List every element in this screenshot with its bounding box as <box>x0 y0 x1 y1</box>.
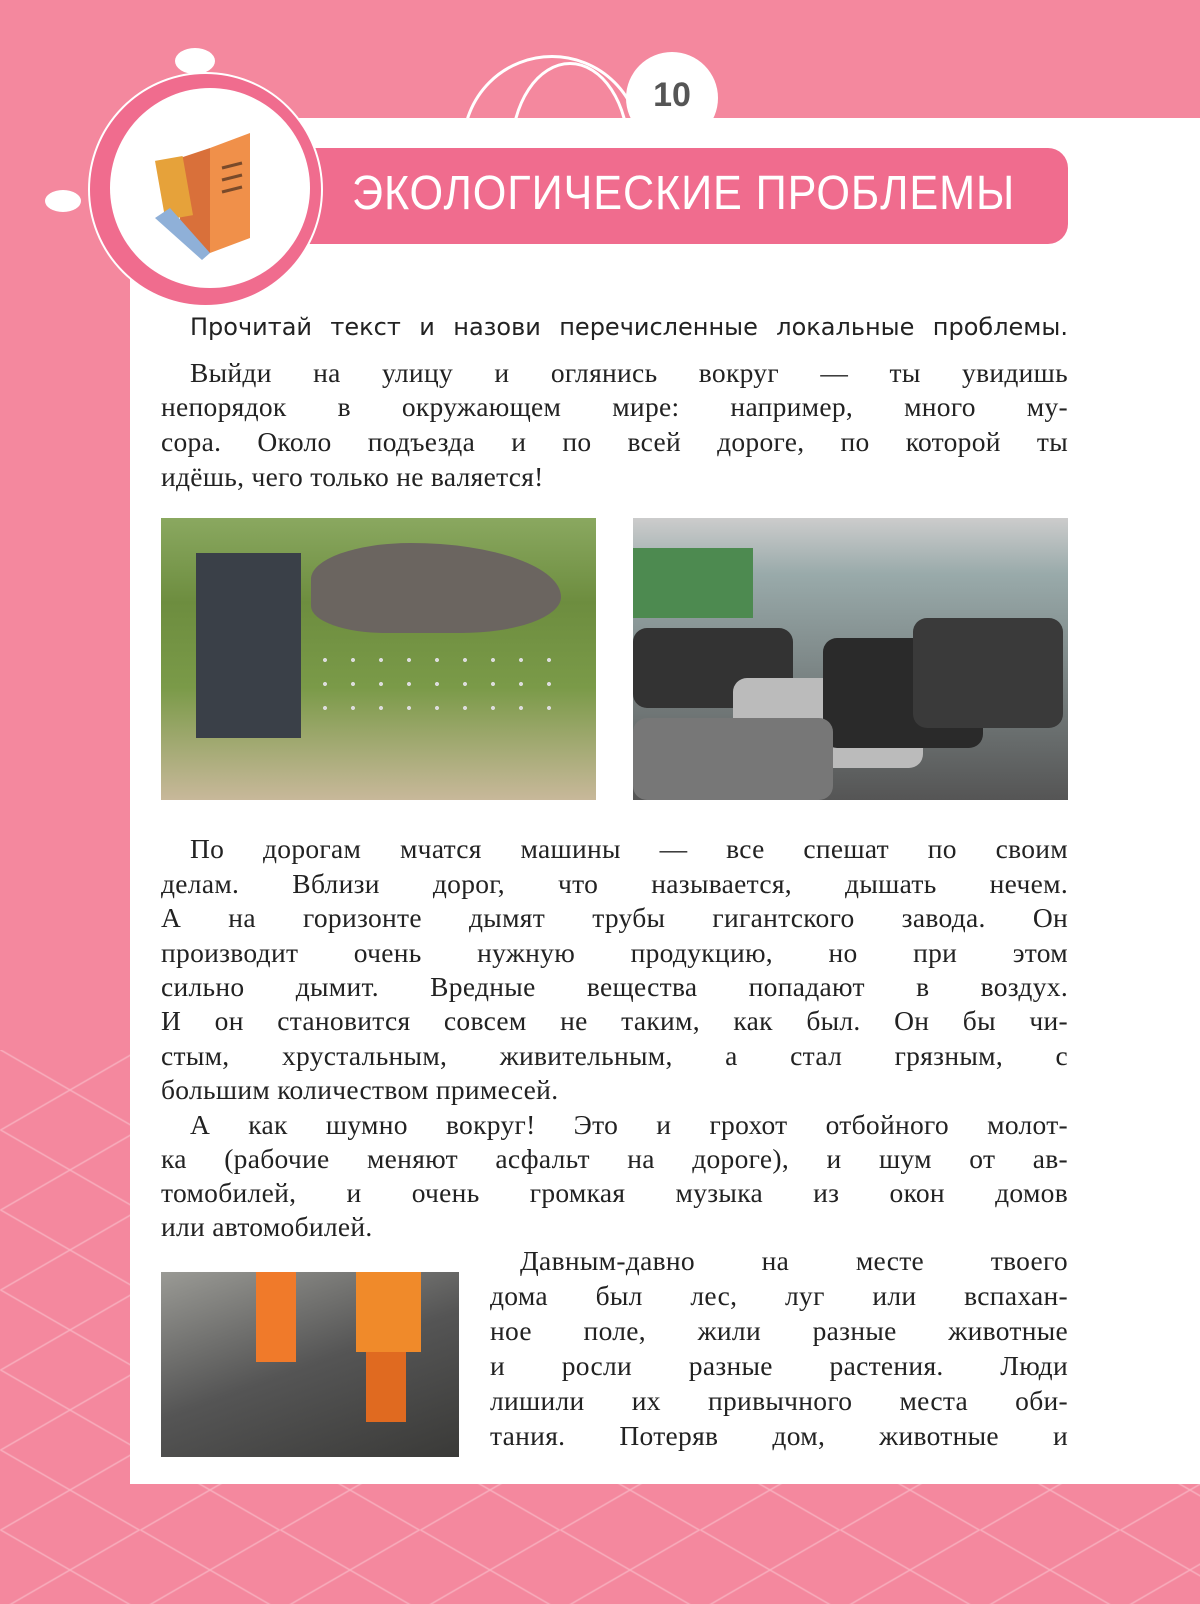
text-line: стым, хрустальным, живительным, а стал грязным, с <box>161 1040 1068 1071</box>
text-line: ное поле, жили разные животные <box>490 1315 1068 1346</box>
text-line: большим количеством примесей. <box>161 1074 559 1105</box>
text-line: А как шумно вокруг! Это и грохот отбойного молот- <box>190 1109 1068 1140</box>
text-line: По дорогам мчатся машины — все спешат по своим <box>190 833 1068 864</box>
text-line: дома был лес, луг или вспахан- <box>490 1280 1068 1311</box>
factory-icon <box>110 88 310 288</box>
cloud-decoration <box>175 48 215 74</box>
page-title: ЭКОЛОГИЧЕСКИЕ ПРОБЛЕМЫ <box>352 167 1016 220</box>
text-line: непорядок в окружающем мире: например, много му- <box>161 391 1068 422</box>
text-line: Давным-давно на месте твоего <box>520 1245 1068 1276</box>
text-line: идёшь, чего только не валяется! <box>161 461 544 492</box>
photo-road-workers <box>161 1272 459 1457</box>
text-line: ка (рабочие меняют асфальт на дороге), и шум от ав- <box>161 1143 1068 1174</box>
text-line: сильно дымит. Вредные вещества попадают в воздух. <box>161 971 1068 1002</box>
text-line: и росли разные растения. Люди <box>490 1350 1068 1381</box>
text-line: или автомобилей. <box>161 1211 373 1242</box>
photo-litter-trash-bin <box>161 518 596 800</box>
text-line: лишили их привычного места оби- <box>490 1385 1068 1416</box>
badge-inner <box>110 88 310 288</box>
text-line: А на горизонте дымят трубы гигантского завода. Он <box>161 902 1068 933</box>
text-line: И он становится совсем не таким, как был. Он бы чи- <box>161 1005 1068 1036</box>
text-line: делам. Вблизи дорог, что называется, дышать нечем. <box>161 868 1068 899</box>
cloud-decoration <box>45 190 81 212</box>
task-instruction: Прочитай текст и назови перечисленные локальные проблемы. <box>190 313 1068 341</box>
photo-traffic-jam <box>633 518 1068 800</box>
text-line: тания. Потеряв дом, животные и <box>490 1420 1068 1451</box>
text-line: томобилей, и очень громкая музыка из окон домов <box>161 1177 1068 1208</box>
page-number: 10 <box>626 52 718 144</box>
text-line: производит очень нужную продукцию, но при этом <box>161 937 1068 968</box>
text-line: Выйди на улицу и оглянись вокруг — ты увидишь <box>190 357 1068 388</box>
text-line: сора. Около подъезда и по всей дороге, по которой ты <box>161 426 1068 457</box>
